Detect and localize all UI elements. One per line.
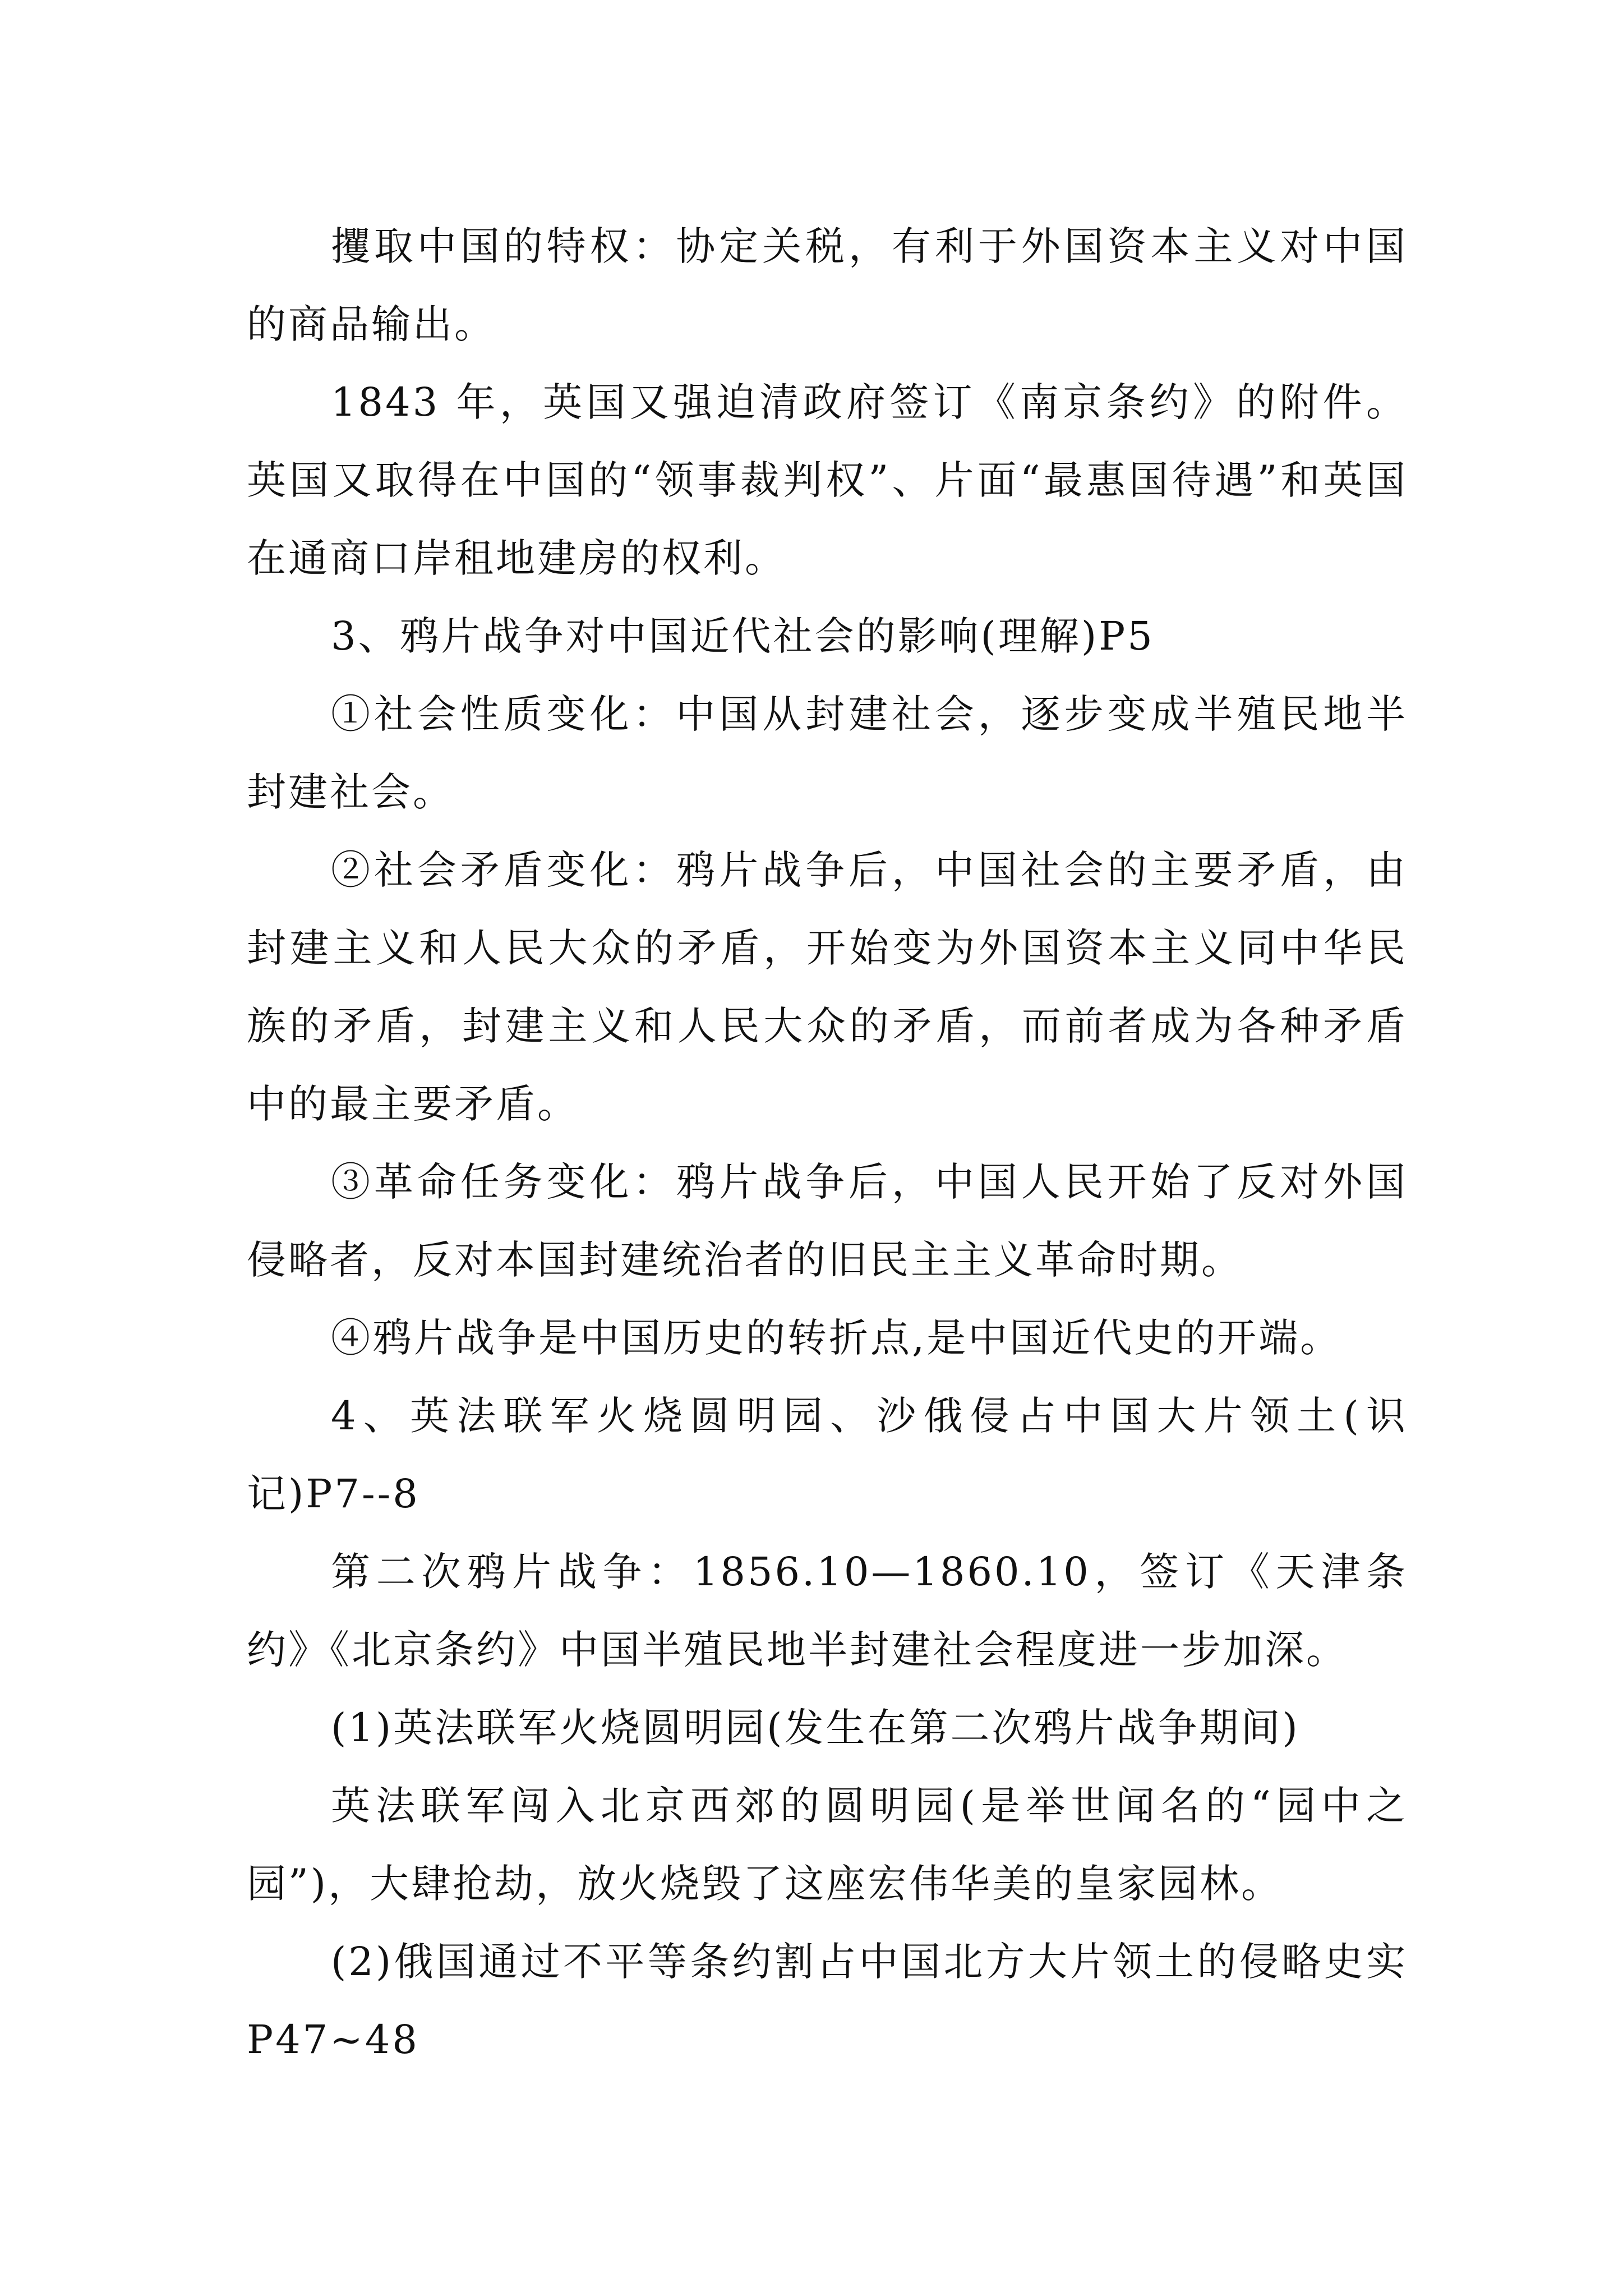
paragraph-revolution-task: ③革命任务变化：鸦片战争后，中国人民开始了反对外国侵略者，反对本国封建统治者的旧民主主义革命时期。 [247, 1159, 1408, 1283]
subheading-russia-territory: (2)俄国通过不平等条约割占中国北方大片领土的侵略史实 P47~48 [247, 1939, 1408, 2063]
paragraph-second-opium-war: 第二次鸦片战争：1856.10—1860.10，签订《天津条约》《北京条约》中国半殖民地半封建社会程度进一步加深。 [247, 1549, 1408, 1673]
paragraph-privileges: 攫取中国的特权：协定关税，有利于外国资本主义对中国的商品输出。 [247, 223, 1408, 347]
heading-opium-war-impact: 3、鸦片战争对中国近代社会的影响(理解)P5 [331, 613, 1155, 659]
heading-summer-palace-russia: 4、英法联军火烧圆明园、沙俄侵占中国大片领土(识记)P7--8 [247, 1393, 1408, 1517]
body-text [247, 208, 1408, 2079]
subheading-summer-palace: (1)英法联军火烧圆明园(发生在第二次鸦片战争期间) [331, 1705, 1300, 1751]
paragraph-1843-supplement: 1843 年，英国又强迫清政府签订《南京条约》的附件。英国又取得在中国的“领事裁判权”、片面“最惠国待遇”和英国在通商口岸租地建房的权利。 [247, 379, 1408, 581]
paragraph-social-nature: ①社会性质变化：中国从封建社会，逐步变成半殖民地半封建社会。 [247, 691, 1408, 815]
paragraph-turning-point: ④鸦片战争是中国历史的转折点,是中国近代史的开端。 [331, 1315, 1342, 1361]
paragraph-summer-palace-burning: 英法联军闯入北京西郊的圆明园(是举世闻名的“园中之园”)，大肆抢劫，放火烧毁了这座宏伟华美的皇家园林。 [247, 1783, 1408, 1907]
paragraph-social-contradiction: ②社会矛盾变化：鸦片战争后，中国社会的主要矛盾，由封建主义和人民大众的矛盾，开始变为外国资本主义同中华民族的矛盾，封建主义和人民大众的矛盾，而前者成为各种矛盾中的最主要矛盾。 [247, 847, 1408, 1127]
